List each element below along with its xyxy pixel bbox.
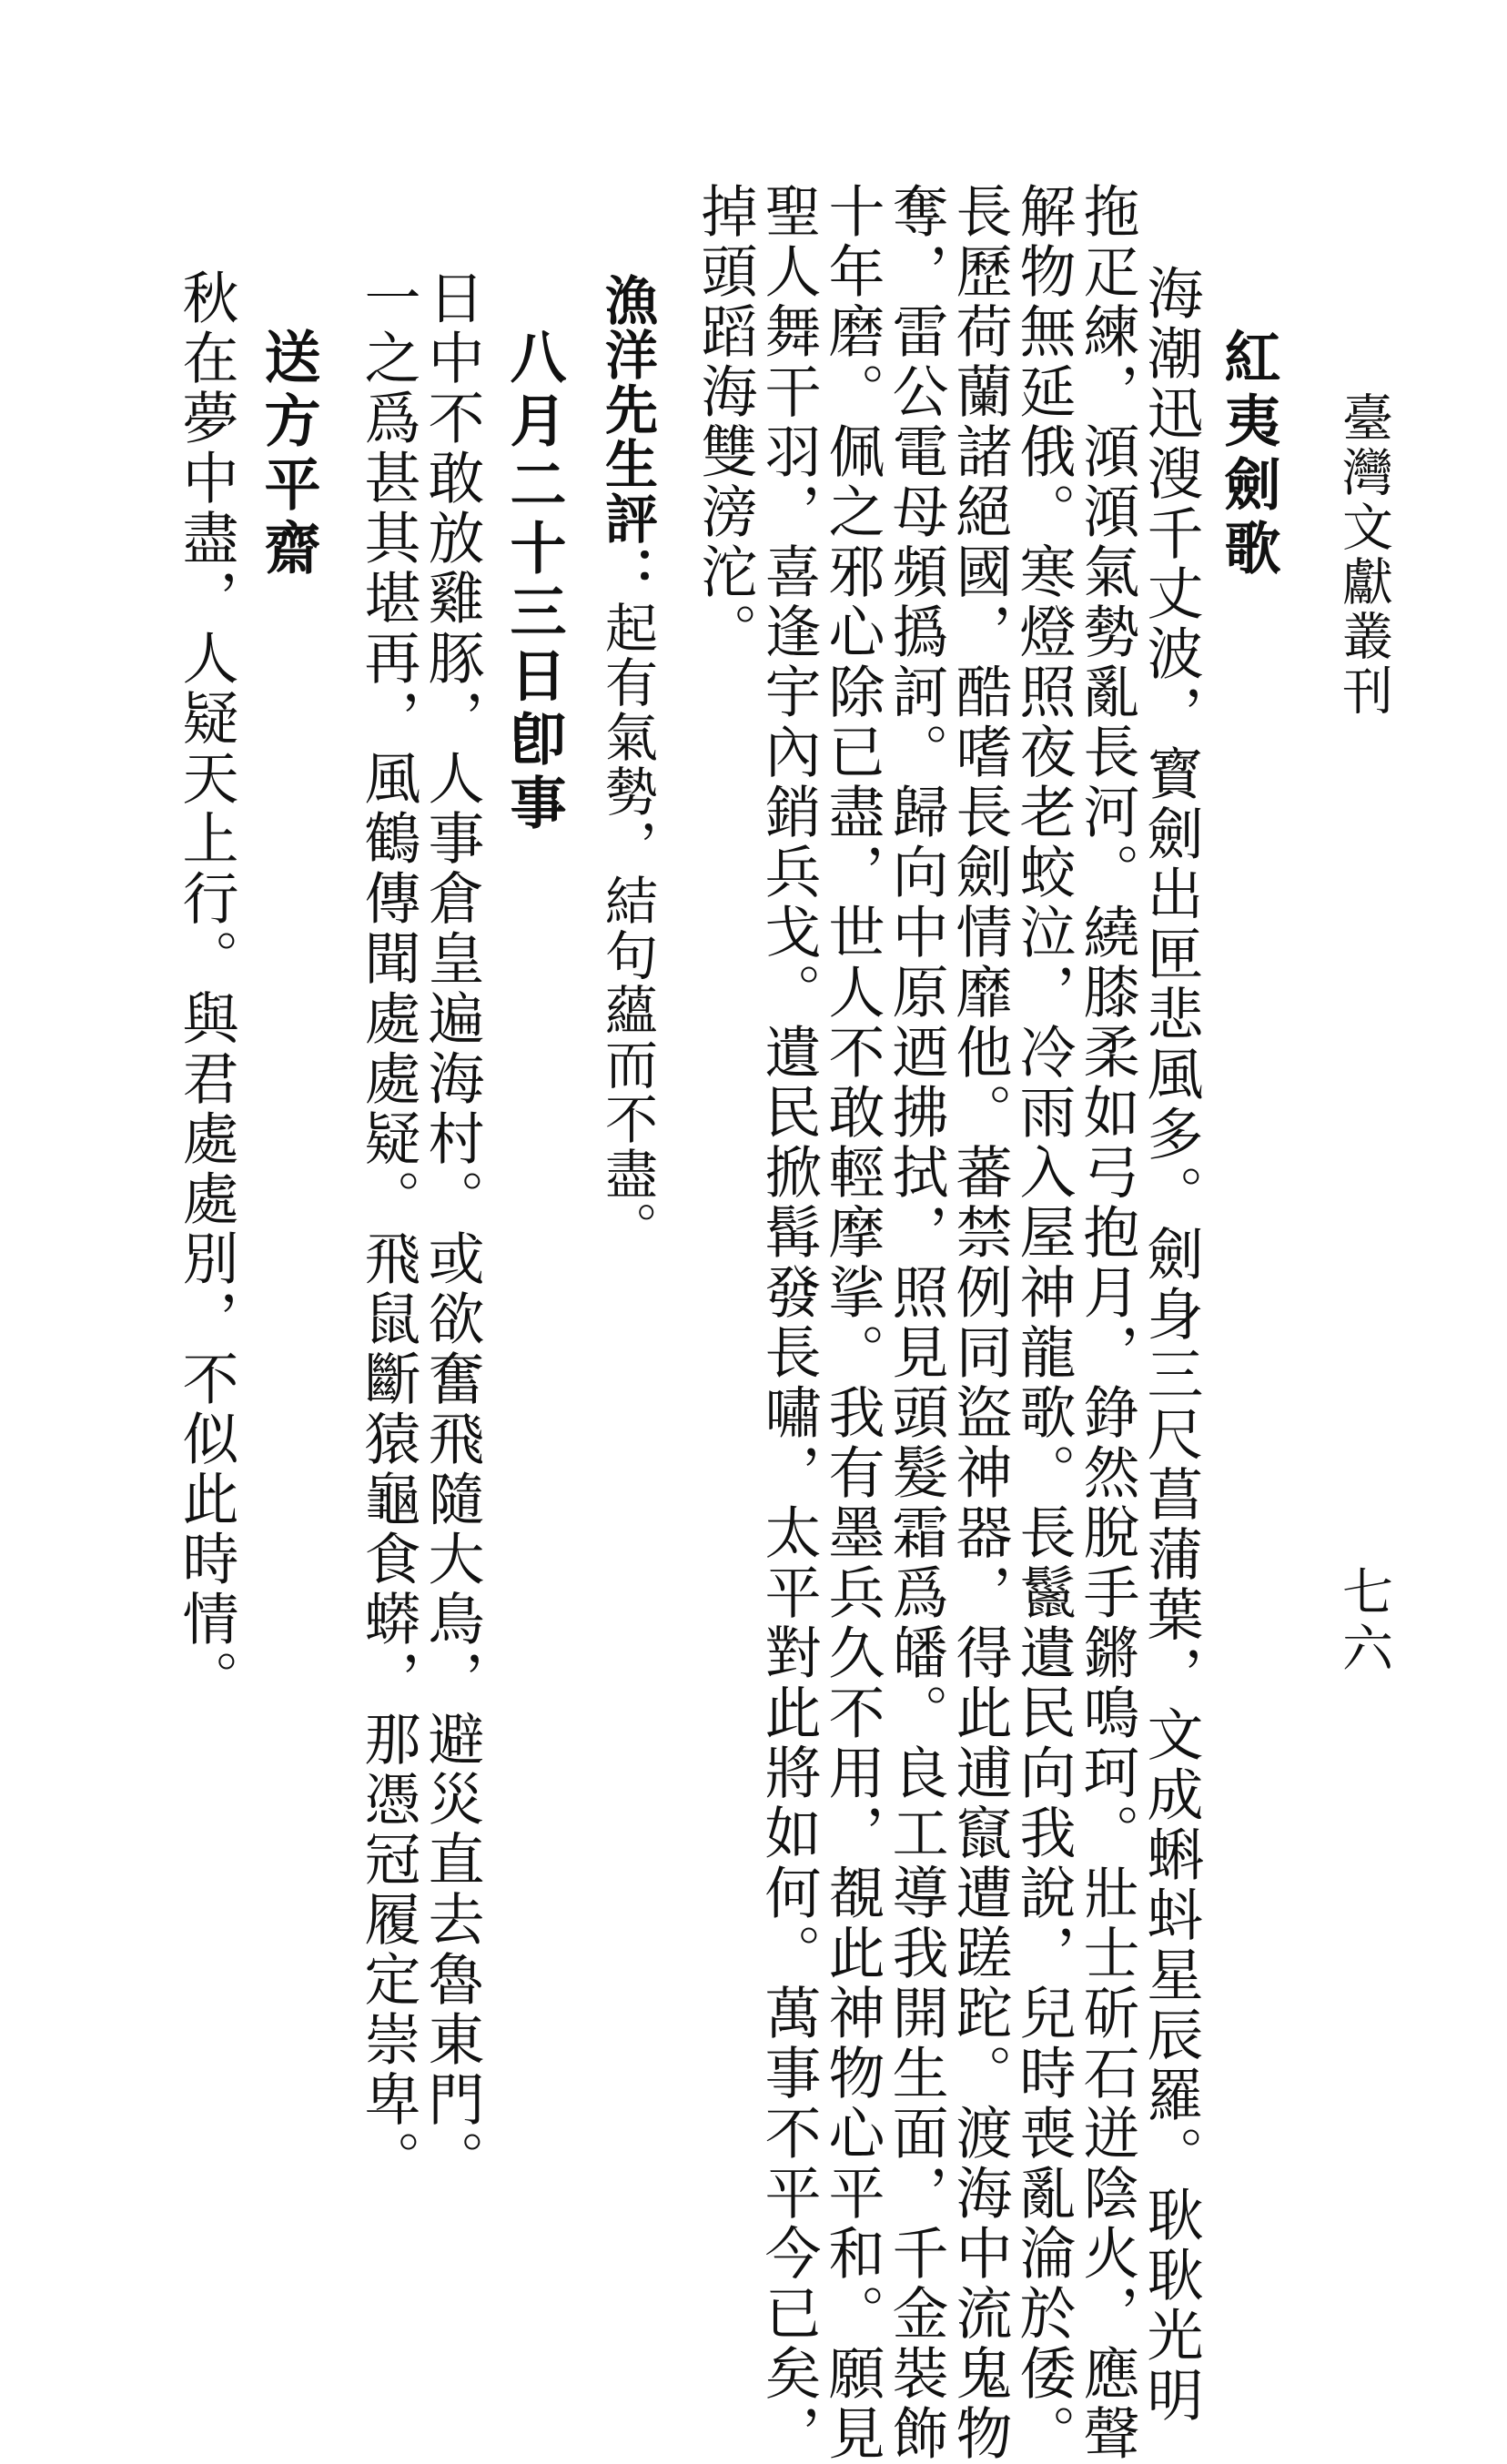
poem3-line-1: 秋在夢中盡，人疑天上行。與君處處別，不似此時情。 xyxy=(173,268,239,1710)
poem1-line-8: 掉頭蹈海雙滂沱。 xyxy=(692,182,758,662)
poem1-line-4: 長歷荷蘭諸絕國，酷嗜長劍情靡他。蕃禁例同盜神器，得此逋竄遭蹉跎。渡海中流鬼物 xyxy=(946,182,1013,2464)
poem1-line-7: 聖人舞干羽，喜逢宇內銷兵戈。遺民掀髯發長嘯，太平對此將如何。萬事不平今已矣， xyxy=(755,182,822,2464)
commentary-label: 漁洋先生評： xyxy=(596,273,658,601)
commentary xyxy=(596,273,658,1256)
poem2-line-2: 一之爲甚其堪再，風鶴傳聞處處疑。飛鼠斷猿龜食蟒，那憑冠履定崇卑。 xyxy=(355,268,421,2190)
poem-title-hongyi-jiange: 紅夷劍歌 xyxy=(1215,328,1281,582)
poem1-line-3: 解物無延俄。寒燈照夜老蛟泣，冷雨入屋神龍歌。長鬣遺民向我說，兒時喪亂淪於倭。 xyxy=(1010,182,1077,2464)
poem1-line-5: 奪，雷公電母頻撝訶。歸向中原迺拂拭，照見頭髮霜爲皤。良工導我開生面，千金裝飾 xyxy=(883,182,949,2464)
poem2-line-1: 日中不敢放雞豚，人事倉皇遍海村。或欲奮飛隨大鳥，避災直去魯東門。 xyxy=(419,268,485,2190)
poem-title-bayue-ershisanri: 八月二十三日卽事 xyxy=(501,328,567,837)
poem1-line-6: 十年磨。佩之邪心除已盡，世人不敢輕摩挲。我有墨兵久不用，覩此神物心平和。願見 xyxy=(819,182,885,2464)
page-number: 七六 xyxy=(1334,1565,1393,1678)
commentary-text: 起有氣勢，結句蘊而不盡。 xyxy=(596,601,658,1256)
poem-title-song-fangpingzhai: 送方平齋 xyxy=(255,328,321,582)
running-head-title: 臺灣文獻叢刊 xyxy=(1334,391,1393,719)
poem1-line-2: 拖疋練，澒澒氣勢亂長河。繞膝柔如弓抱月，錚然脫手鏘鳴珂。壯士斫石迸陰火，應聲 xyxy=(1074,182,1140,2464)
poem1-line-1: 海潮迅溲千丈波，寳劍出匣悲風多。劍身三尺菖蒲葉，文成蝌蚪星辰羅。耿耿光明 xyxy=(1138,264,1204,2426)
